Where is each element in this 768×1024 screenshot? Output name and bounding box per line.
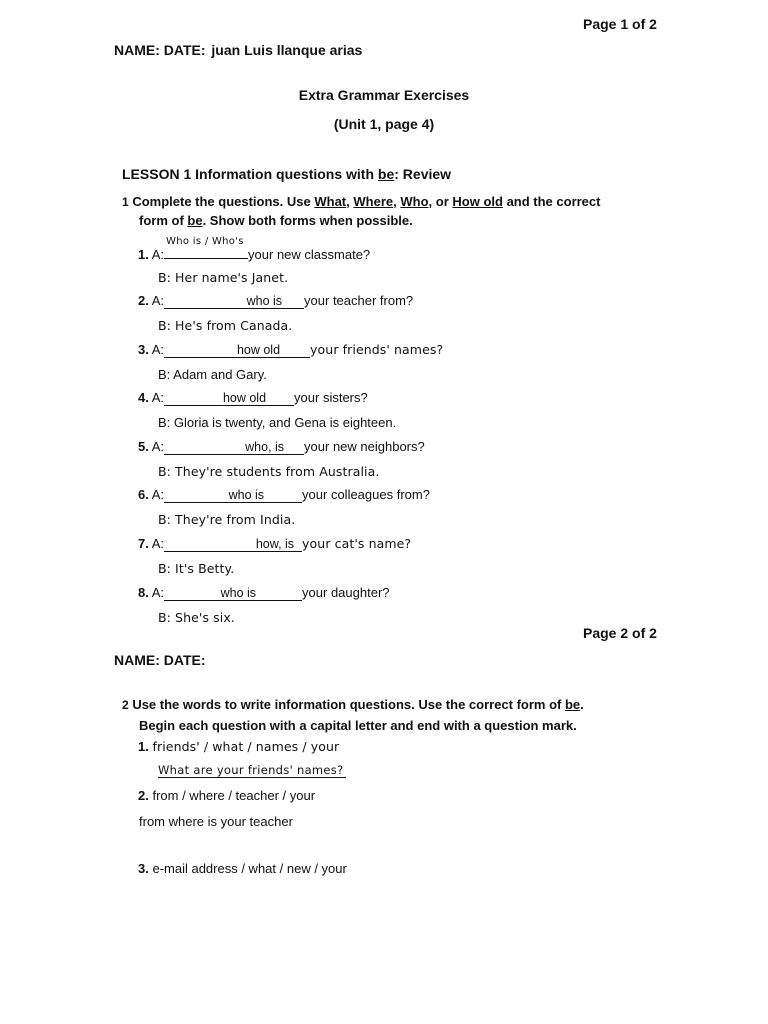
lesson-suffix: : Review (394, 166, 452, 182)
answer-text: who, is (245, 440, 285, 454)
exercise1-instruction-line2 (139, 213, 413, 228)
instr-what: What (314, 194, 347, 209)
item-number: 6. (138, 487, 149, 502)
question-text: your new classmate? (248, 247, 371, 262)
document-subtitle: (Unit 1, page 4) (333, 116, 435, 132)
answer-blank[interactable] (164, 586, 302, 601)
exercise1-instruction-line1 (122, 194, 600, 209)
name-date-line (114, 42, 362, 58)
instr-correct: and the correct (506, 194, 601, 209)
name-date-label: NAME: DATE: (114, 42, 206, 58)
question-text: your new neighbors? (304, 439, 425, 454)
document-title: Extra Grammar Exercises (298, 87, 470, 103)
answer-blank[interactable] (164, 294, 304, 309)
item-3-response: B: Adam and Gary. (158, 367, 267, 382)
instr-formof: form of (139, 213, 188, 228)
scrambled-words: e-mail address / what / new / your (152, 861, 347, 876)
item-6-question (138, 487, 430, 503)
item-8-response: B: She's six. (158, 610, 235, 625)
speaker-a: A: (151, 439, 165, 454)
item-number: 1. (138, 247, 149, 262)
item-number: 7. (138, 536, 149, 551)
ex2-item-1-words (138, 739, 339, 754)
answer-text: who is (220, 586, 257, 600)
answer-text: how old (222, 391, 267, 405)
exercise1-number: 1 (122, 195, 129, 209)
item-number: 3. (138, 342, 149, 357)
student-name: juan Luis llanque arias (211, 42, 363, 58)
speaker-a: A: (151, 536, 165, 551)
exercise2-instruction-line1 (122, 697, 584, 712)
name-date-label-2: NAME: DATE: (114, 652, 206, 668)
instr-comma: , (346, 194, 350, 209)
item-2-question (138, 293, 413, 309)
question-text: your sisters? (294, 390, 368, 405)
ex2-item-2-answer[interactable]: from where is your teacher (139, 814, 293, 829)
answer-blank[interactable] (164, 440, 304, 455)
scrambled-words: friends' / what / names / your (152, 739, 340, 754)
item-5-question (138, 439, 425, 455)
item-number: 5. (138, 439, 149, 454)
item-number: 1. (138, 739, 149, 754)
ex2-item-3-words (138, 861, 347, 876)
speaker-a: A: (151, 390, 165, 405)
instr-howold: How old (452, 194, 503, 209)
instr-show: . Show both forms when possible. (202, 213, 413, 228)
lesson-be: be (377, 166, 395, 182)
item-2-response: B: He's from Canada. (158, 318, 293, 333)
instr2-period: . (580, 697, 584, 712)
item-3-question (138, 342, 443, 358)
item-5-response: B: They're students from Australia. (158, 464, 380, 479)
instr-who: Who (400, 194, 429, 209)
lesson-prefix: LESSON 1 Information questions with (122, 166, 378, 182)
instr-be: be (187, 213, 203, 228)
ex2-item-3-answer[interactable] (139, 887, 339, 903)
answer-text: how, is (255, 537, 295, 551)
item-number: 2. (138, 788, 149, 803)
ex2-item-2-words (138, 788, 315, 803)
scrambled-words: from / where / teacher / your (152, 788, 316, 803)
item-4-question (138, 390, 368, 406)
item-number: 3. (138, 861, 149, 876)
answer-blank[interactable] (164, 236, 248, 259)
item-7-question (138, 536, 411, 552)
item-6-response: B: They're from India. (158, 512, 296, 527)
speaker-a: A: (151, 293, 165, 308)
answer-blank[interactable] (164, 391, 294, 406)
ex2-item-1-answer[interactable]: What are your friends' names? (158, 763, 344, 777)
item-number: 8. (138, 585, 149, 600)
speaker-a: A: (151, 585, 165, 600)
page-label-2: Page 2 of 2 (583, 625, 657, 641)
question-text: your colleagues from? (302, 487, 430, 502)
item-4-response: B: Gloria is twenty, and Gena is eighteen. (158, 415, 397, 430)
question-text: your teacher from? (304, 293, 414, 308)
answer-blank[interactable] (164, 488, 302, 503)
answer-text: who is (246, 294, 283, 308)
answer-text: how old (236, 343, 281, 357)
item-1-response: B: Her name's Janet. (158, 270, 289, 285)
instr-or: , or (428, 194, 449, 209)
speaker-a: A: (151, 247, 165, 262)
instr-comma: , (393, 194, 397, 209)
answer-text: who is (228, 488, 265, 502)
exercise2-number: 2 (122, 698, 129, 712)
speaker-a: A: (151, 342, 165, 357)
item-1-question (138, 236, 371, 262)
speaker-a: A: (151, 487, 165, 502)
instr2-be: be (564, 697, 581, 712)
item-number: 2. (138, 293, 149, 308)
item-7-response: B: It's Betty. (158, 561, 235, 576)
page-label: Page 1 of 2 (583, 16, 657, 32)
question-text: your daughter? (302, 585, 390, 600)
instr2-text: Use the words to write information questions. Use the correct form of (132, 697, 565, 712)
lesson-heading (122, 166, 451, 182)
item-8-question (138, 585, 390, 601)
item-number: 4. (138, 390, 149, 405)
instr-text: Complete the questions. Use (132, 194, 315, 209)
handwritten-answer: Who is / Who's (166, 236, 244, 247)
question-text: your cat's name? (302, 536, 412, 551)
answer-blank[interactable] (164, 343, 310, 358)
question-text: your friends' names? (310, 342, 444, 357)
exercise2-instruction-line2: Begin each question with a capital letter and end with a question mark. (139, 718, 577, 733)
instr-where: Where (353, 194, 394, 209)
answer-blank[interactable] (164, 537, 302, 552)
